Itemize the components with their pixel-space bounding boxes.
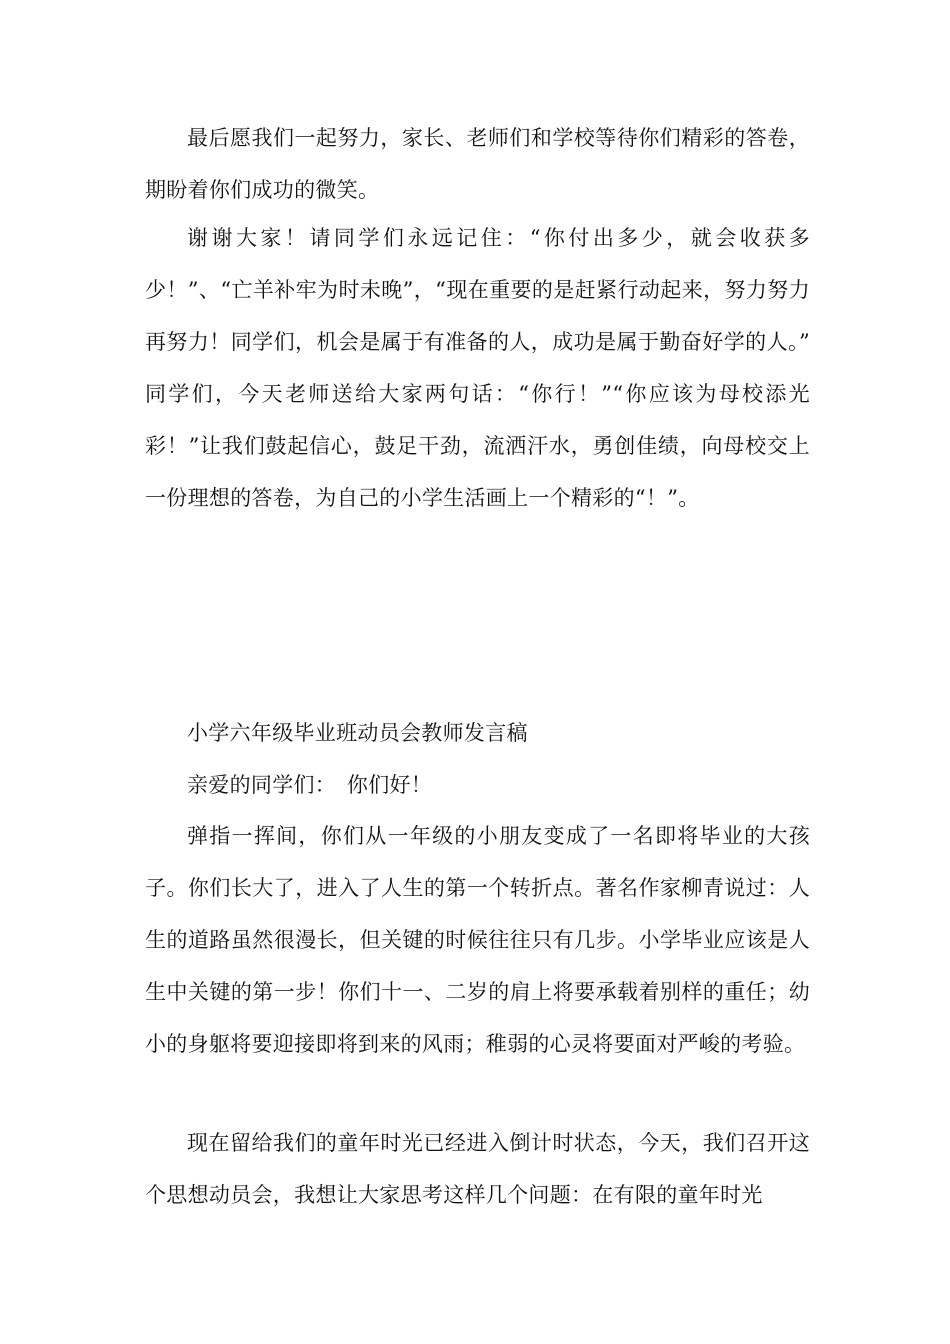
greeting-line: 亲爱的同学们： 你们好！ (187, 773, 433, 797)
closing-paragraph: 最后愿我们一起努力，家长、老师们和学校等待你们精彩的答卷，期盼着你们成功的微笑。 (145, 126, 810, 202)
speech-title: 小学六年级毕业班动员会教师发言稿 (187, 721, 528, 745)
body-paragraph-growing-up: 弹指一挥间，你们从一年级的小朋友变成了一名即将毕业的大孩子。你们长大了，进入了人生的第一个转折点。著名作家柳青说过：人生的道路虽然很漫长，但关键的时候往往只有几步。小学毕业应该是人生中关键的第一步！你们十一、二岁的肩上将要承载着别样的重任；幼小的身躯将要迎接即将到来的风雨；稚弱的心灵将要面对严峻的考验。 (145, 824, 810, 1056)
body-paragraph-countdown: 现在留给我们的童年时光已经进入倒计时状态，今天，我们召开这个思想动员会，我想让大家思考这样几个问题：在有限的童年时光 (145, 1131, 810, 1207)
thanks-paragraph: 谢谢大家！请同学们永远记住：“你付出多少，就会收获多少！”、“亡羊补牢为时未晚”，“现在重要的是赶紧行动起来，努力努力再努力！同学们，机会是属于有准备的人，成功是属于勤奋好学的人。” 同学们，今天老师送给大家两句话：“你行！”“你应该为母校添光彩！”让我们鼓起信心，鼓足干劲，流洒汗水，勇创佳绩，向母校交上一份理想的答卷，为自己的小学生活画上一个精彩的“！”。 (145, 226, 810, 510)
